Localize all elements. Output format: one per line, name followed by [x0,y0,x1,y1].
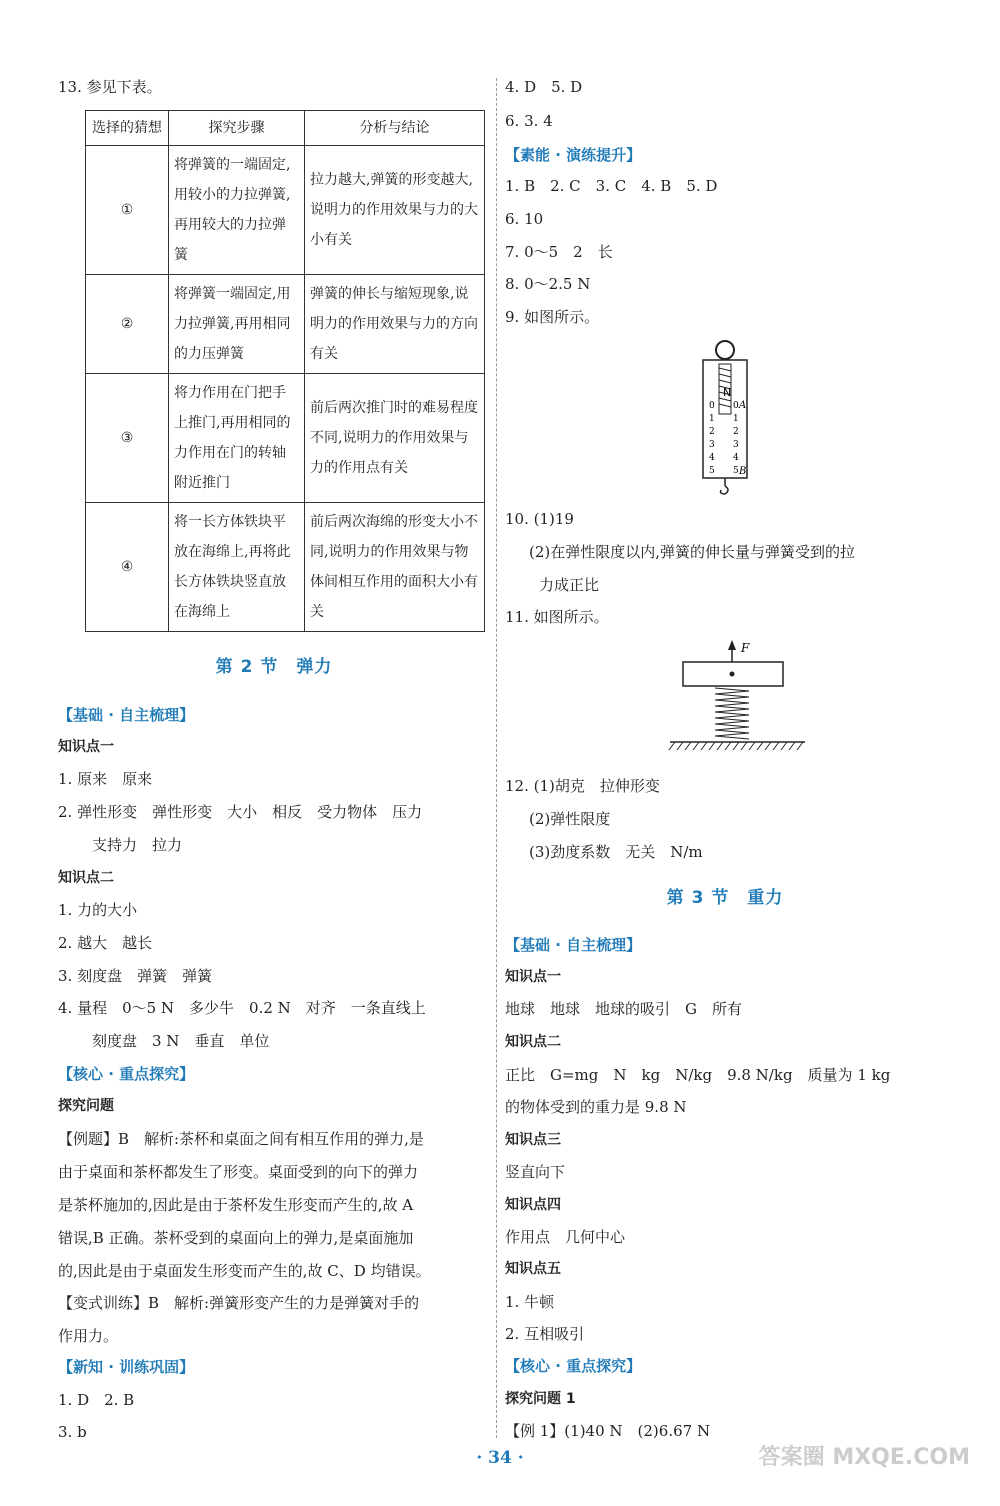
answer-line: 1. 牛顿 [505,1293,555,1311]
variant-line: 作用力。 [58,1327,119,1345]
table-cell-num: ③ [86,374,169,503]
answer-line: (2)在弹性限度以内,弹簧的伸长量与弹簧受到的拉 [529,543,856,561]
watermark: 答案圈 MXQE.COM [758,1445,970,1470]
answer-line: 地球 地球 地球的吸引 G 所有 [505,1000,742,1018]
tick-label: 4 [709,453,715,463]
table-header: 探究步骤 [169,111,305,146]
hook-icon [721,486,729,494]
tag-basic: 【基础 · 自主梳理】 [58,706,195,724]
tick-label: 1 [733,414,739,424]
column-divider [496,78,497,1438]
table-header: 选择的猜想 [86,111,169,146]
section-title-3: 第 3 节 重力 [666,888,784,908]
example-line: 错误,B 正确。茶杯受到的桌面向上的弹力,是桌面施加 [58,1229,414,1247]
example-line: 【例 1】(1)40 N (2)6.67 N [505,1422,711,1440]
knowledge-point-4: 知识点四 [505,1197,561,1213]
answer-line: 12. (1)胡克 拉伸形变 [505,777,660,795]
tick-label: 3 [733,440,739,450]
answer-line: 3. 刻度盘 弹簧 弹簧 [58,967,213,985]
tick-label: 3 [709,440,715,450]
tag-basic: 【基础 · 自主梳理】 [505,936,642,954]
tick-label: 2 [733,427,739,437]
tick-label: 5 [733,466,739,476]
tick-label: 0 [733,401,739,411]
example-line: 由于桌面和茶杯都发生了形变。桌面受到的向下的弹力 [58,1163,419,1181]
answer-line: 正比 G=mg N kg N/kg 9.8 N/kg 质量为 1 kg [505,1066,891,1084]
tag-core: 【核心 · 重点探究】 [505,1357,642,1375]
answer-line: 4. 量程 0～5 N 多少牛 0.2 N 对齐 一条直线上 [58,999,426,1017]
variant-line: 【变式训练】B 解析:弹簧形变产生的力是弹簧对手的 [58,1294,420,1312]
tick-label: 4 [733,453,739,463]
point-a-label: A [739,400,747,411]
answer-line: 支持力 拉力 [92,836,183,854]
table-row [86,275,485,374]
answer-line: 10. (1)19 [505,510,574,528]
knowledge-point-5: 知识点五 [505,1261,561,1277]
section-title-2: 第 2 节 弹力 [215,657,333,677]
answer-line: 竖直向下 [505,1163,566,1181]
answer-line: 1. D 2. B [58,1391,135,1409]
answer-line: 刻度盘 3 N 垂直 单位 [92,1032,270,1050]
scale-unit: N [723,386,732,399]
force-label: F [741,641,750,655]
knowledge-point-2: 知识点二 [505,1034,561,1050]
example-line: 是茶杯施加的,因此是由于茶杯发生形变而产生的,故 A [58,1196,414,1214]
answer-line: 4. D 5. D [505,78,583,96]
action-point [730,672,735,677]
spring-coils [715,688,749,739]
answer-line: 1. B 2. C 3. C 4. B 5. D [505,177,718,195]
point-b-label: B [739,466,747,477]
knowledge-point-3: 知识点三 [505,1132,561,1148]
table-cell-step: 将力作用在门把手上推门,再用相同的力作用在门的转轴附近推门 [169,374,305,503]
answer-line: (2)弹性限度 [529,810,611,828]
table-cell-step: 将弹簧一端固定,用力拉弹簧,再用相同的力压弹簧 [169,275,305,374]
table-cell-num: ④ [86,503,169,632]
answer-line: 9. 如图所示。 [505,308,600,326]
tag-new: 【新知 · 训练巩固】 [58,1358,195,1376]
answer-line: 3. b [58,1423,87,1441]
answer-line: 作用点 几何中心 [505,1228,626,1246]
answer-line: 1. 原来 原来 [58,770,153,788]
answer-line: 6. 10 [505,210,544,228]
knowledge-point-1: 知识点一 [58,739,114,755]
answer-line: 7. 0～5 2 长 [505,243,613,261]
table-cell-step: 将弹簧的一端固定,用较小的力拉弹簧,再用较大的力拉弹簧 [169,146,305,275]
example-line: 【例题】B 解析:茶杯和桌面之间有相互作用的弹力,是 [58,1130,424,1148]
table-cell-num: ① [86,146,169,275]
answer-line: 力成正比 [539,576,600,594]
page-number: · 34 · [476,1448,524,1468]
scale-ring [716,341,734,359]
example-line: 的,因此是由于桌面发生形变而产生的,故 C、D 均错误。 [58,1262,431,1280]
table-cell-step: 将一长方体铁块平放在海绵上,再将此长方体铁块竖直放在海绵上 [169,503,305,632]
probe-heading: 探究问题 [58,1098,114,1114]
tick-label: 5 [709,466,715,476]
answer-line: 1. 力的大小 [58,901,138,919]
arrow-head-icon [728,640,736,650]
table-cell-conclusion: 前后两次推门时的难易程度不同,说明力的作用效果与力的作用点有关 [305,374,485,503]
table-cell-conclusion: 弹簧的伸长与缩短现象,说明力的作用效果与力的方向有关 [305,275,485,374]
tick-label: 1 [709,414,715,424]
answer-table [85,110,485,632]
knowledge-point-1: 知识点一 [505,969,561,985]
tag-core: 【核心 · 重点探究】 [58,1065,195,1083]
table-cell-conclusion: 拉力越大,弹簧的形变越大,说明力的作用效果与力的大小有关 [305,146,485,275]
table-cell-conclusion: 前后两次海绵的形变大小不同,说明力的作用效果与物体间相互作用的面积大小有关 [305,503,485,632]
answer-line: 的物体受到的重力是 9.8 N [505,1098,687,1116]
table-cell-num: ② [86,275,169,374]
spring-scale-figure [685,338,765,498]
answer-line: 2. 越大 越长 [58,934,153,952]
table-header-row [86,111,485,146]
table-header: 分析与结论 [305,111,485,146]
answer-line: 2. 互相吸引 [505,1325,585,1343]
knowledge-point-2: 知识点二 [58,870,114,886]
tick-label: 2 [709,427,715,437]
tag-ability: 【素能 · 演练提升】 [505,146,642,164]
ground-hatching [669,742,803,750]
table-row [86,146,485,275]
table-row [86,374,485,503]
tick-label: 0 [709,401,715,411]
answer-line: 8. 0～2.5 N [505,275,591,293]
answer-line: 6. 3. 4 [505,112,553,130]
probe-heading: 探究问题 1 [505,1391,576,1407]
answer-line: 2. 弹性形变 弹性形变 大小 相反 受力物体 压力 [58,803,423,821]
answer-line: 11. 如图所示。 [505,608,609,626]
table-row [86,503,485,632]
answer-line: (3)劲度系数 无关 N/m [529,843,703,861]
block-spring-figure [655,636,825,762]
question-13: 13. 参见下表。 [58,78,162,96]
